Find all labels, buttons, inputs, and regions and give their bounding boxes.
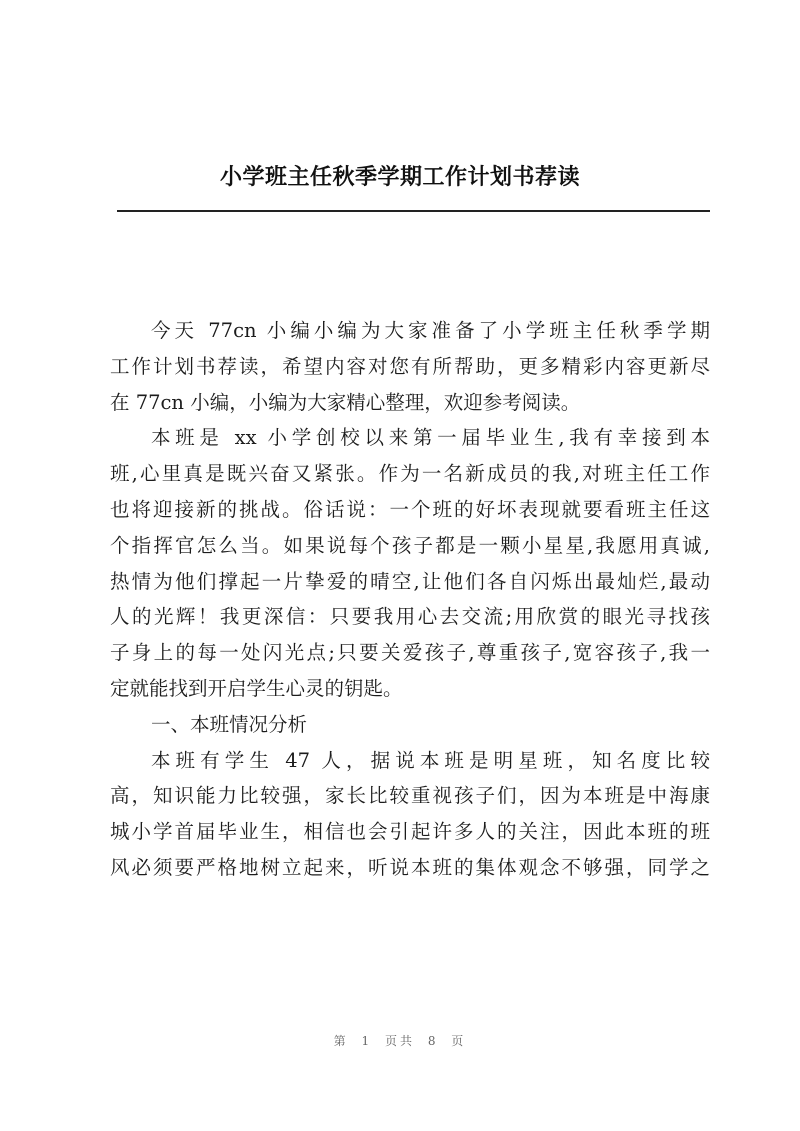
- text-line: 班,心里真是既兴奋又紧张。作为一名新成员的我,对班主任工作: [110, 462, 710, 486]
- footer-suffix: 页: [451, 1034, 467, 1048]
- text-line: 城小学首届毕业生，相信也会引起许多人的关注，因此本班的班: [110, 820, 710, 844]
- footer-total-pages: 8: [427, 1034, 439, 1048]
- text-line: 本班有学生 47 人，据说本班是明星班，知名度比较: [150, 748, 710, 772]
- text-line: 高，知识能力比较强，家长比较重视孩子们，因为本班是中海康: [110, 784, 710, 808]
- text-line: 子身上的每一处闪光点;只要关爱孩子,尊重孩子,宽容孩子,我一: [110, 641, 710, 665]
- title-underline: [117, 210, 710, 212]
- footer-middle: 页共: [384, 1034, 415, 1048]
- text-line: 今天 77cn 小编小编为大家准备了小学班主任秋季学期: [150, 319, 710, 342]
- text-line: 在 77cn 小编，小编为大家精心整理，欢迎参考阅读。: [110, 390, 581, 414]
- text-line: 定就能找到开启学生心灵的钥匙。: [110, 676, 403, 700]
- document-title: 小学班主任秋季学期工作计划书荐读: [219, 164, 580, 190]
- footer-prefix: 第: [333, 1034, 349, 1048]
- paragraph-class-intro: [110, 420, 710, 706]
- document-body: [110, 313, 710, 886]
- section-heading: [110, 707, 710, 743]
- paragraph-intro: [110, 313, 710, 420]
- footer-page-number: 1: [361, 1034, 373, 1048]
- text-line: 也将迎接新的挑战。俗话说：一个班的好坏表现就要看班主任这: [110, 497, 710, 521]
- text-line: 风必须要严格地树立起来，听说本班的集体观念不够强，同学之: [110, 855, 710, 879]
- paragraph-class-analysis: [110, 743, 710, 886]
- text-line: 人的光辉！我更深信：只要我用心去交流;用欣赏的眼光寻找孩: [110, 605, 710, 629]
- text-line: 热情为他们撑起一片挚爱的晴空,让他们各自闪烁出最灿烂,最动: [110, 569, 710, 593]
- text-line: 本班是 xx 小学创校以来第一届毕业生,我有幸接到本: [150, 426, 710, 450]
- text-line: 工作计划书荐读，希望内容对您有所帮助，更多精彩内容更新尽: [110, 354, 710, 378]
- section-heading-text: 一、本班情况分析: [150, 712, 307, 736]
- text-line: 个指挥官怎么当。如果说每个孩子都是一颗小星星,我愿用真诚,: [110, 533, 710, 557]
- page-footer: [0, 1032, 800, 1049]
